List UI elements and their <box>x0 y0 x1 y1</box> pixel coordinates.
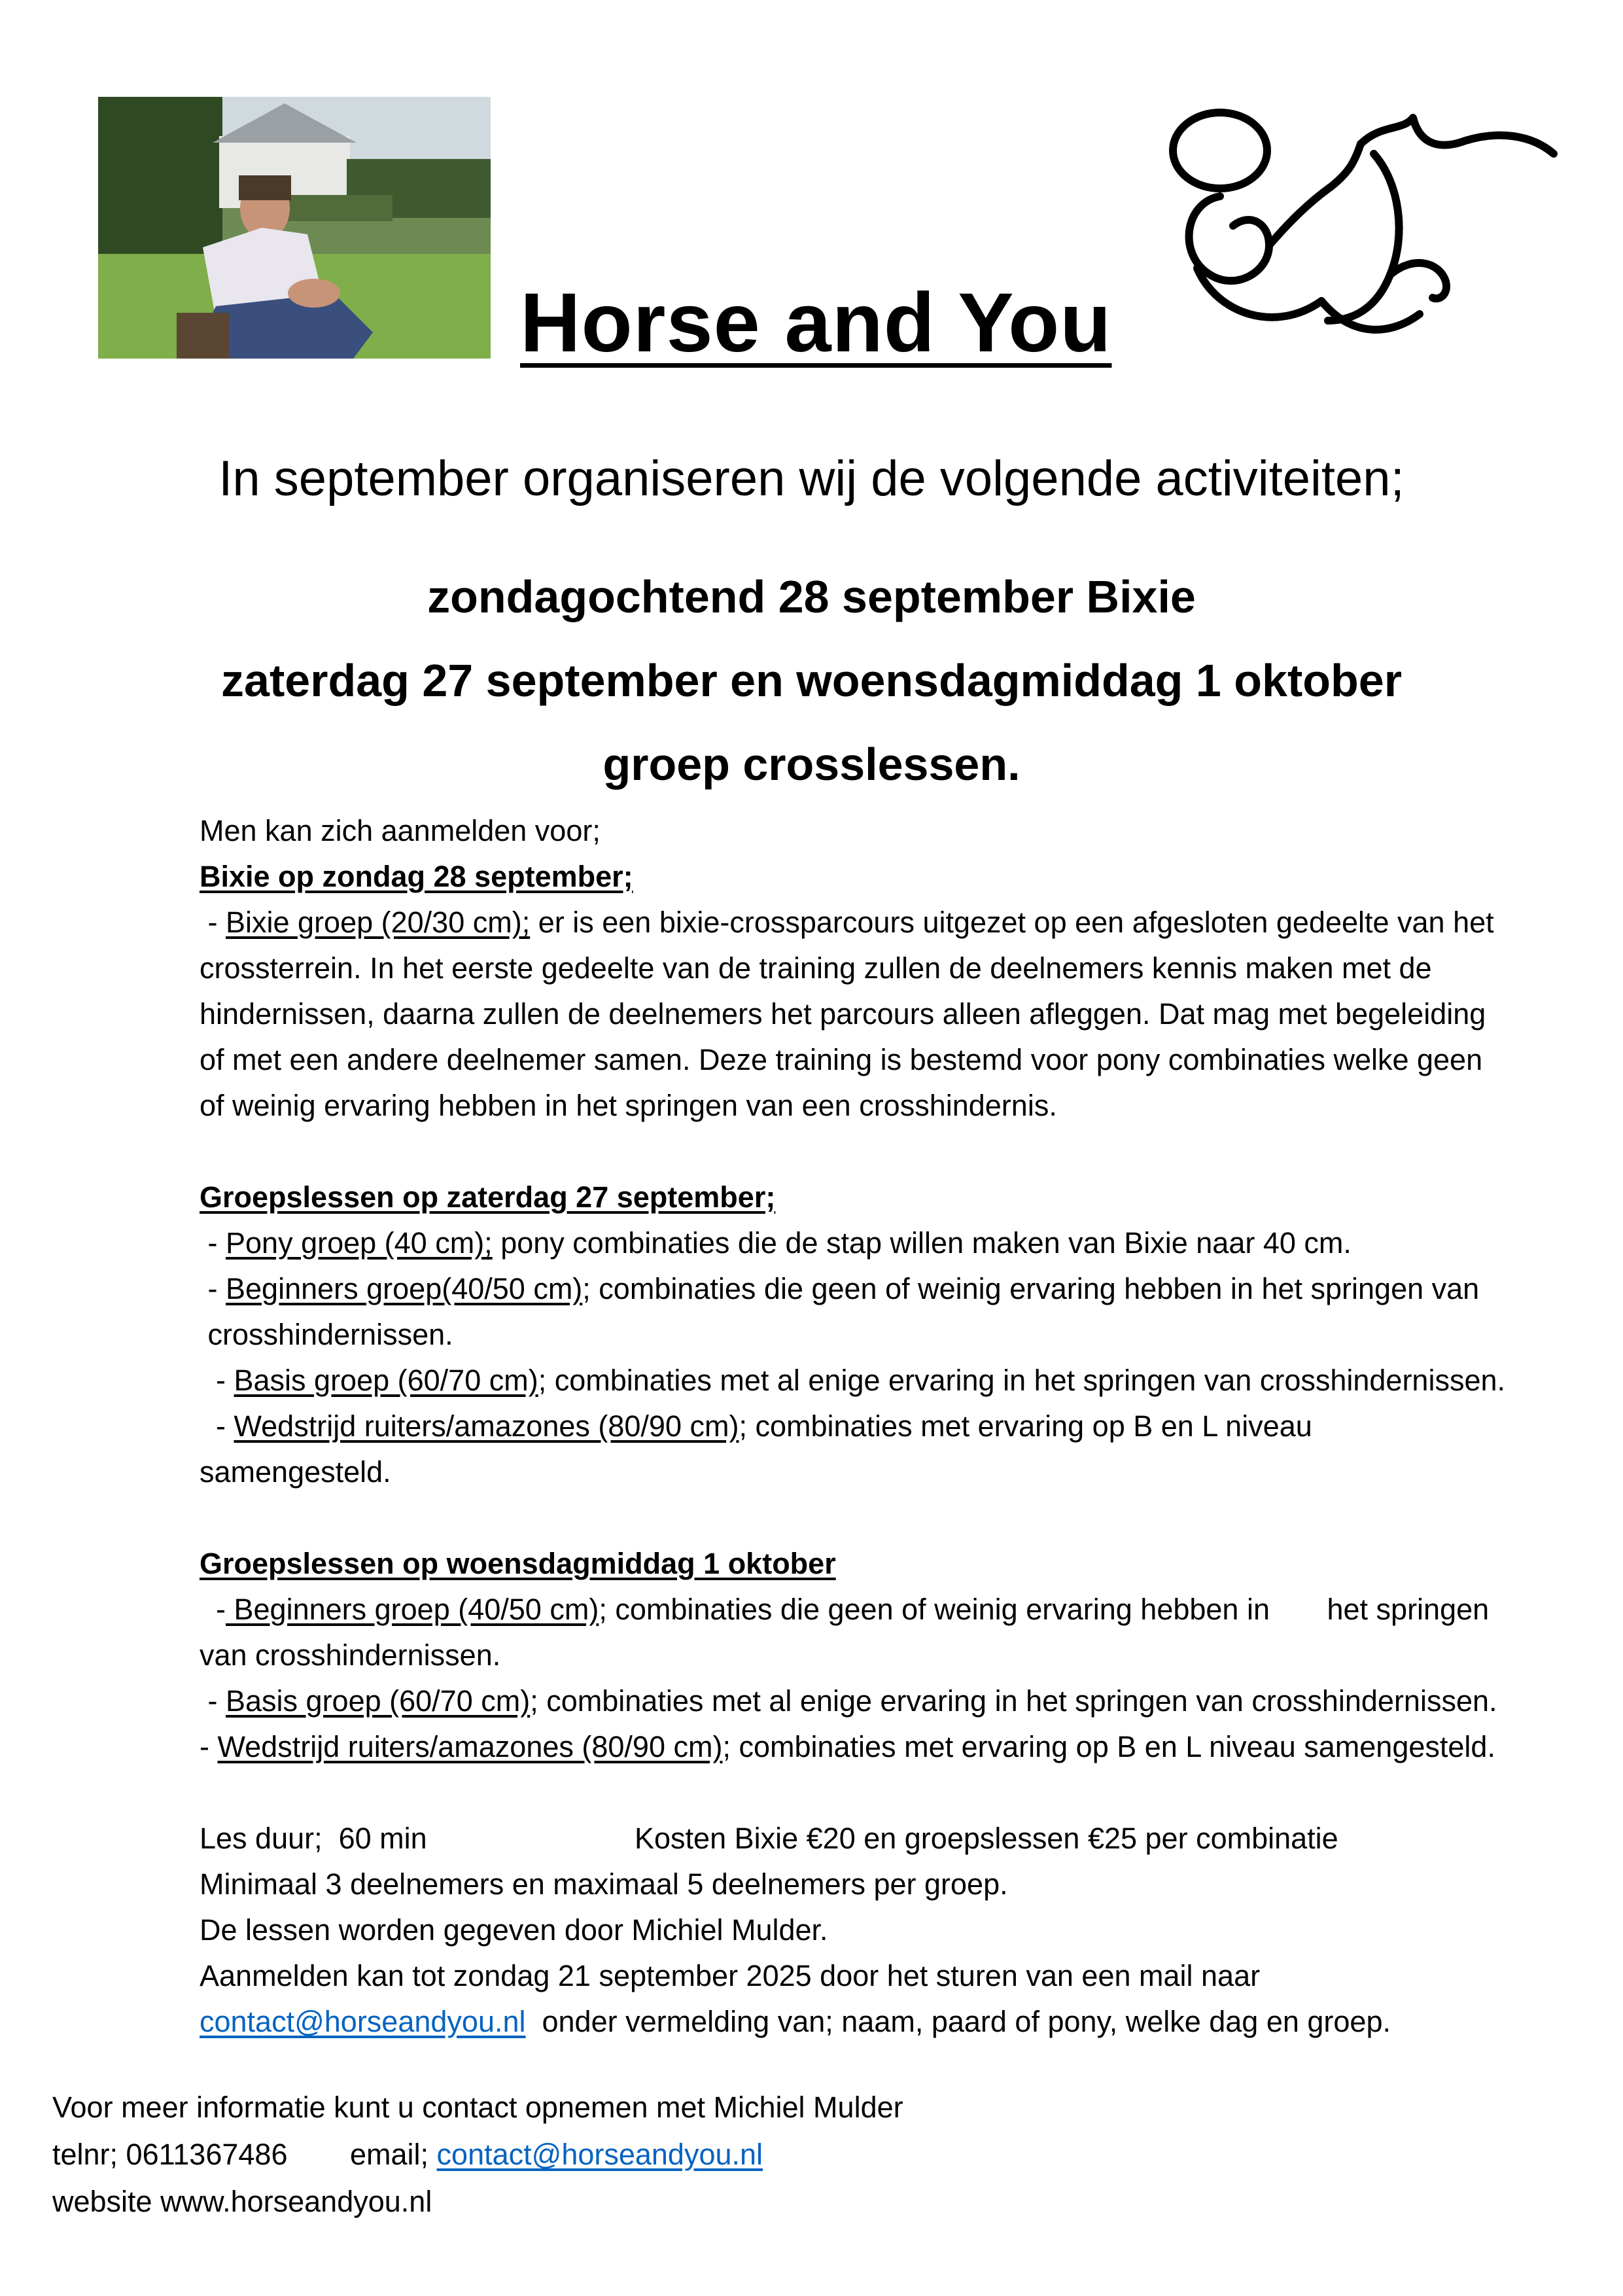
headline-groups: zaterdag 27 september en woensdagmiddag 1 oktober <box>221 655 1402 706</box>
footer-info: Voor meer informatie kunt u contact opnemen met Michiel Mulder <box>52 2091 903 2124</box>
signup-intro: Men kan zich aanmelden voor; <box>200 814 601 847</box>
footer-email-link[interactable]: contact@horseandyou.nl <box>436 2138 763 2171</box>
bixie-item: - Bixie groep (20/30 cm); er is een bixie-crossparcours uitgezet op een afgesloten gedeelte van het <box>200 906 1494 939</box>
bixie-text-line: of weinig ervaring hebben in het springen van een crosshindernis. <box>200 1089 1057 1122</box>
footer-website: website www.horseandyou.nl <box>52 2185 432 2218</box>
lesson-costs: Kosten Bixie €20 en groepslessen €25 per combinatie <box>635 1822 1338 1855</box>
headlines <box>0 555 1623 806</box>
lesson-duration: Les duur; 60 min <box>200 1822 427 1855</box>
participants: Minimaal 3 deelnemers en maximaal 5 deelnemers per groep. <box>200 1867 1008 1901</box>
saturday-item-pony: - Pony groep (40 cm); pony combinaties die de stap willen maken van Bixie naar 40 cm. <box>200 1226 1352 1260</box>
wednesday-item-competition: - Wedstrijd ruiters/amazones (80/90 cm); combinaties met ervaring op B en L niveau samengesteld. <box>200 1730 1495 1763</box>
footer-phone: telnr; 0611367486 <box>52 2138 288 2171</box>
wednesday-item-basis: - Basis groep (60/70 cm); combinaties met al enige ervaring in het springen van crosshindernissen. <box>200 1684 1497 1718</box>
intro-text: In september organiseren wij de volgende activiteiten; <box>218 451 1405 506</box>
duration-and-costs <box>200 1816 1560 1862</box>
wednesday-item-beginners-cont: van crosshindernissen. <box>200 1638 501 1672</box>
bixie-heading: Bixie op zondag 28 september; <box>200 860 633 893</box>
bixie-text-line: crossterrein. In het eerste gedeelte van de training zullen de deelnemers kennis maken met de <box>200 951 1432 985</box>
headline-bixie: zondagochtend 28 september Bixie <box>427 571 1196 622</box>
instructor-photo <box>98 97 491 359</box>
signup-email-line: contact@horseandyou.nl onder vermelding van; naam, paard of pony, welke dag en groep. <box>200 2005 1391 2038</box>
wednesday-heading: Groepslessen op woensdagmiddag 1 oktober <box>200 1547 836 1580</box>
headline-crosslessons: groep crosslessen. <box>602 739 1021 790</box>
saturday-item-competition-cont: samengesteld. <box>200 1455 391 1489</box>
bixie-text-line: hindernissen, daarna zullen de deelnemers het parcours alleen afleggen. Dat mag met begeleiding <box>200 997 1486 1031</box>
signup-email-link[interactable]: contact@horseandyou.nl <box>200 2005 526 2038</box>
page-title: Horse and You <box>520 276 1112 370</box>
signup-deadline: Aanmelden kan tot zondag 21 september 2025 door het sturen van een mail naar <box>200 1959 1261 1992</box>
body-text <box>200 808 1560 2045</box>
saturday-item-competition: - Wedstrijd ruiters/amazones (80/90 cm); combinaties met ervaring op B en L niveau <box>200 1409 1312 1443</box>
instructor: De lessen worden gegeven door Michiel Mulder. <box>200 1913 828 1947</box>
footer <box>52 2084 903 2225</box>
saturday-item-beginners: - Beginners groep(40/50 cm); combinaties die geen of weinig ervaring hebben in het springen van <box>200 1272 1480 1305</box>
footer-contact: telnr; 0611367486 email; contact@horseandyou.nl <box>52 2131 903 2178</box>
bixie-text-line: of met een andere deelnemer samen. Deze training is bestemd voor pony combinaties welke geen <box>200 1043 1483 1076</box>
horse-and-rider-logo <box>1158 105 1563 360</box>
wednesday-item-beginners: - Beginners groep (40/50 cm); combinaties die geen of weinig ervaring hebben in het springen <box>200 1593 1490 1626</box>
saturday-item-basis: - Basis groep (60/70 cm); combinaties met al enige ervaring in het springen van crosshindernissen. <box>200 1364 1506 1397</box>
saturday-heading: Groepslessen op zaterdag 27 september; <box>200 1180 776 1214</box>
saturday-item-beginners-cont: crosshindernissen. <box>200 1318 453 1351</box>
